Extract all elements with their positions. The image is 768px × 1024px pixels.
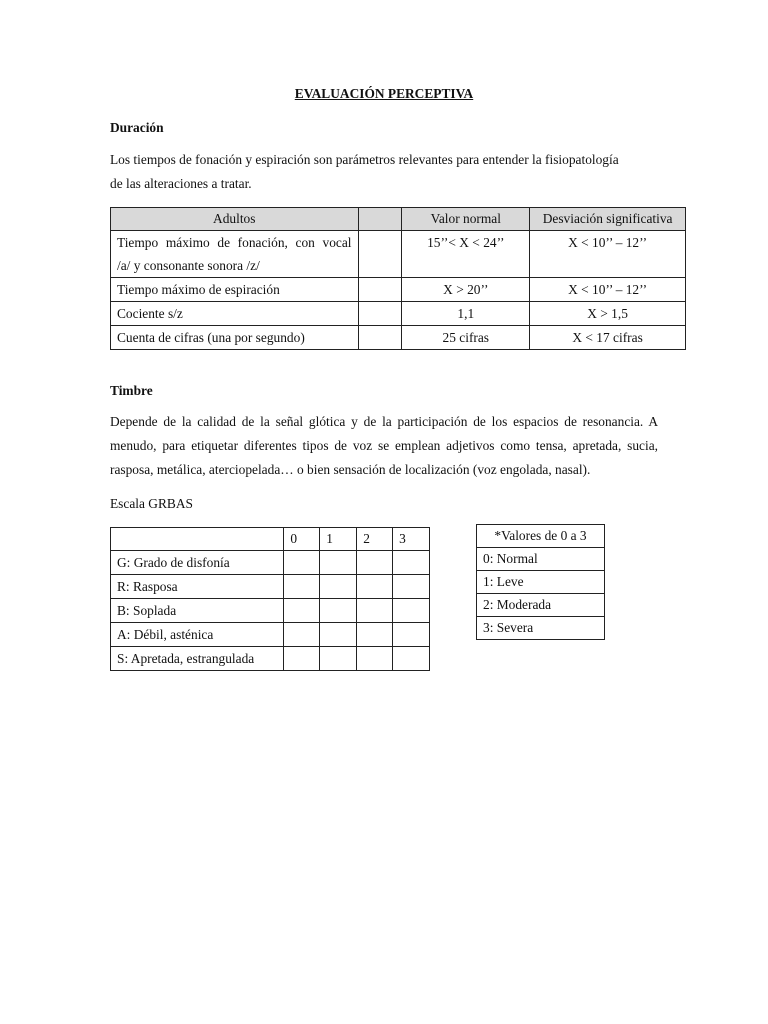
row-label: Tiempo máximo de espiración <box>111 278 359 302</box>
row-label-line: Tiempo máximo de fonación, con vocal <box>117 235 352 250</box>
table-row <box>477 571 605 594</box>
score-cell[interactable] <box>284 551 320 575</box>
table-row <box>111 326 686 350</box>
legend-item: 3: Severa <box>477 617 605 640</box>
column-header: Desviación significativa <box>530 208 686 231</box>
table-row <box>477 594 605 617</box>
score-cell[interactable] <box>284 647 320 671</box>
score-cell[interactable] <box>320 647 357 671</box>
row-label: Cuenta de cifras (una por segundo) <box>111 326 359 350</box>
paragraph-line: rasposa, metálica, aterciopelada… o bien sensación de localización (voz engolada, nasal). <box>110 462 591 477</box>
valor-normal-cell: X > 20’’ <box>402 278 530 302</box>
score-cell[interactable] <box>357 623 393 647</box>
table-row <box>111 302 686 326</box>
row-label: G: Grado de disfonía <box>111 551 284 575</box>
score-cell[interactable] <box>284 599 320 623</box>
valores-legend-table <box>476 524 605 640</box>
score-cell[interactable] <box>393 647 430 671</box>
paragraph-line: Los tiempos de fonación y espiración son parámetros relevantes para entender la fisiopatología <box>110 152 619 167</box>
score-cell[interactable] <box>357 575 393 599</box>
score-cell[interactable] <box>320 623 357 647</box>
score-cell[interactable] <box>393 551 430 575</box>
column-header <box>111 528 284 551</box>
valor-normal-cell: 15’’< X < 24’’ <box>402 231 530 278</box>
score-cell[interactable] <box>320 599 357 623</box>
valor-normal-cell: 25 cifras <box>402 326 530 350</box>
table-row <box>477 617 605 640</box>
paragraph-line: de las alteraciones a tratar. <box>110 176 252 191</box>
column-header: Adultos <box>111 208 359 231</box>
page-title: EVALUACIÓN PERCEPTIVA <box>294 86 474 101</box>
score-cell[interactable] <box>284 575 320 599</box>
row-label: R: Rasposa <box>111 575 284 599</box>
column-header: 0 <box>284 528 320 551</box>
timbre-heading: Timbre <box>110 383 153 398</box>
score-cell[interactable] <box>320 551 357 575</box>
table-row <box>111 575 430 599</box>
legend-header: *Valores de 0 a 3 <box>477 525 605 548</box>
score-cell[interactable] <box>393 623 430 647</box>
score-cell[interactable] <box>357 647 393 671</box>
column-header: 3 <box>393 528 430 551</box>
desviacion-cell: X > 1,5 <box>530 302 686 326</box>
column-header: 1 <box>320 528 357 551</box>
empty-cell <box>358 278 402 302</box>
legend-item: 0: Normal <box>477 548 605 571</box>
paragraph-line: Depende de la calidad de la señal glótica y de la participación de los espacios de resonancia. A <box>110 414 658 429</box>
paragraph-line: menudo, para etiquetar diferentes tipos de voz se emplean adjetivos como tensa, apretada, sucia, <box>110 438 658 453</box>
empty-cell <box>358 326 402 350</box>
score-cell[interactable] <box>357 551 393 575</box>
table-row <box>111 551 430 575</box>
desviacion-cell: X < 17 cifras <box>530 326 686 350</box>
legend-item: 2: Moderada <box>477 594 605 617</box>
table-header-row <box>111 208 686 231</box>
table-row <box>111 599 430 623</box>
score-cell[interactable] <box>357 599 393 623</box>
grbas-table <box>110 527 430 671</box>
table-row <box>111 278 686 302</box>
row-label: A: Débil, asténica <box>111 623 284 647</box>
column-header <box>358 208 402 231</box>
score-cell[interactable] <box>284 623 320 647</box>
column-header: 2 <box>357 528 393 551</box>
column-header: Valor normal <box>402 208 530 231</box>
valor-normal-cell: 1,1 <box>402 302 530 326</box>
legend-item: 1: Leve <box>477 571 605 594</box>
row-label: B: Soplada <box>111 599 284 623</box>
timbre-paragraph <box>110 410 658 482</box>
score-cell[interactable] <box>393 599 430 623</box>
empty-cell <box>358 231 402 278</box>
table-row <box>111 623 430 647</box>
duracion-table <box>110 207 686 350</box>
table-header-row <box>477 525 605 548</box>
table-row <box>111 647 430 671</box>
duracion-heading: Duración <box>110 120 164 135</box>
table-row <box>111 231 686 278</box>
table-row <box>477 548 605 571</box>
row-label: Cociente s/z <box>111 302 359 326</box>
row-label: S: Apretada, estrangulada <box>111 647 284 671</box>
score-cell[interactable] <box>320 575 357 599</box>
escala-label: Escala GRBAS <box>110 496 193 511</box>
desviacion-cell: X < 10’’ – 12’’ <box>530 278 686 302</box>
table-header-row <box>111 528 430 551</box>
duracion-paragraph <box>110 148 666 196</box>
score-cell[interactable] <box>393 575 430 599</box>
desviacion-cell: X < 10’’ – 12’’ <box>530 231 686 278</box>
empty-cell <box>358 302 402 326</box>
row-label <box>111 231 359 278</box>
row-label-line: /a/ y consonante sonora /z/ <box>117 258 260 273</box>
